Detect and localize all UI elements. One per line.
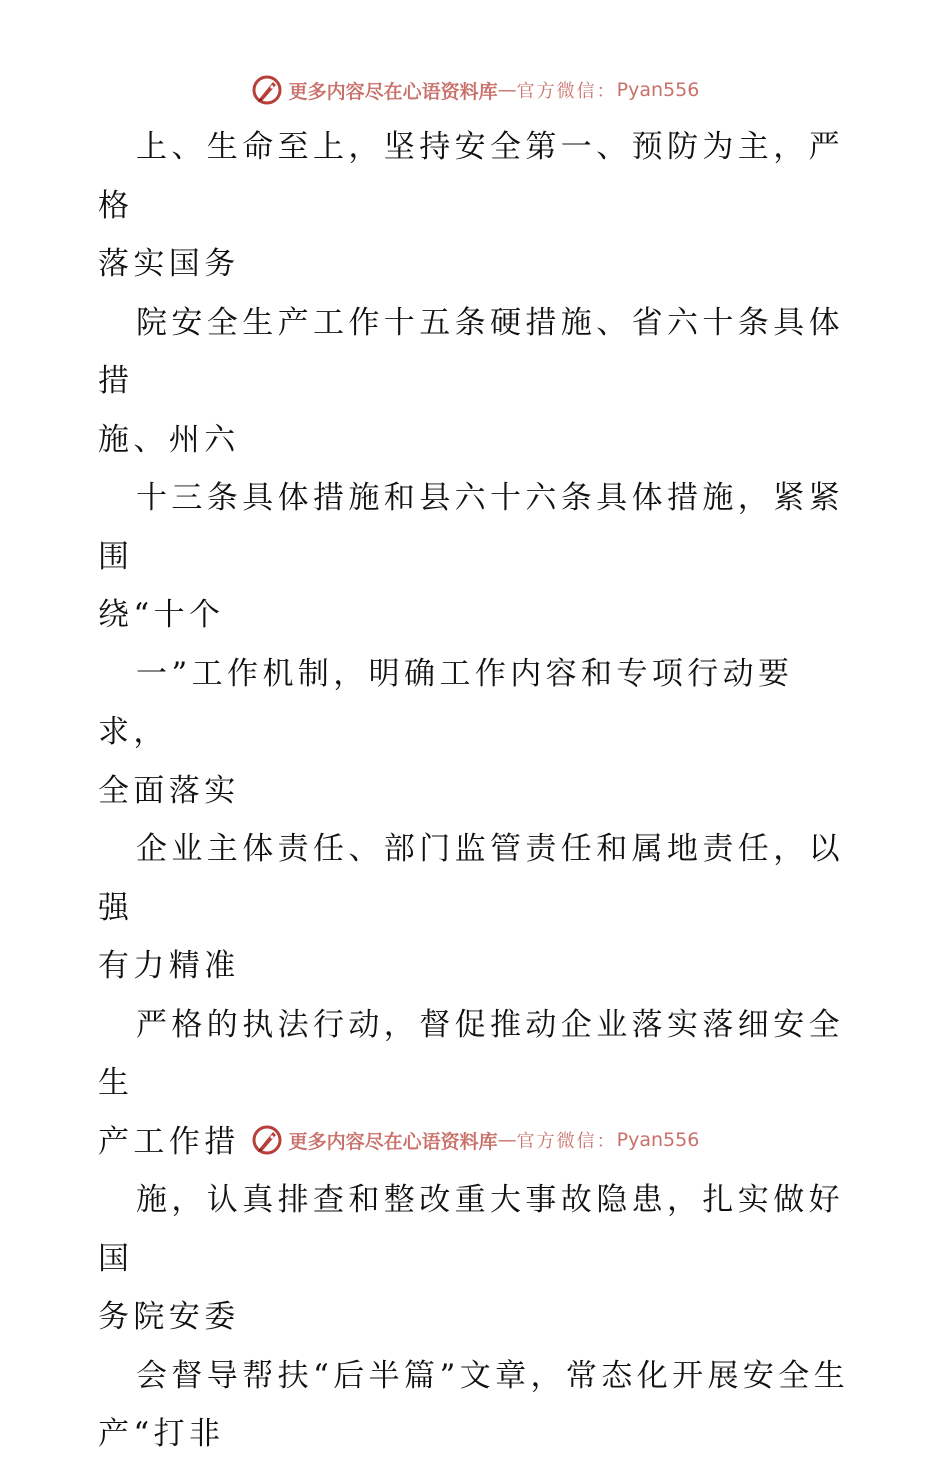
pen-logo-icon	[251, 1124, 283, 1156]
footer-banner	[0, 1120, 950, 1160]
paragraph-line-continued: 落实国务	[98, 246, 240, 282]
paragraph	[98, 1171, 858, 1347]
paragraph-line-continued: 绕“十个	[98, 597, 225, 633]
paragraph	[98, 469, 858, 645]
paragraph	[98, 820, 858, 996]
document-body	[98, 118, 858, 1464]
paragraph-line: 企业主体责任、部门监管责任和属地责任，以强	[98, 831, 844, 926]
paragraph-line: 施，认真排查和整改重大事故隐患，扎实做好国	[98, 1182, 844, 1277]
banner-main-text: 更多内容尽在心语资料库	[288, 1130, 498, 1153]
paragraph-line: 严格的执法行动，督促推动企业落实落细安全生	[98, 1006, 844, 1101]
paragraph-line: 一”工作机制，明确工作内容和专项行动要求，	[98, 655, 794, 750]
banner-wechat-label: 官方微信：	[516, 1131, 617, 1152]
paragraph	[98, 294, 858, 470]
pen-logo-icon	[251, 74, 283, 106]
banner-wechat-id: Pyan556	[616, 1129, 700, 1151]
banner-wechat-id: Pyan556	[616, 79, 700, 101]
paragraph-line: 十三条具体措施和县六十六条具体措施，紧紧围	[98, 480, 844, 575]
paragraph	[98, 118, 858, 294]
paragraph-line-continued: 产“打非	[98, 1416, 225, 1452]
header-banner	[0, 70, 950, 110]
paragraph-line-continued: 产工作措	[98, 1123, 240, 1160]
paragraph-line-continued: 全面落实	[98, 772, 240, 809]
banner-wechat-label: 官方微信：	[516, 81, 617, 102]
paragraph-line: 院安全生产工作十五条硬措施、省六十条具体措	[98, 304, 844, 399]
banner-dash: —	[497, 79, 517, 101]
paragraph-line-continued: 务院安委	[98, 1299, 240, 1335]
paragraph	[98, 1347, 858, 1464]
paragraph-line: 会督导帮扶“后半篇”文章，常态化开展安全生	[136, 1357, 850, 1394]
paragraph-line-continued: 有力精准	[98, 948, 240, 984]
paragraph-line-continued: 施、州六	[98, 421, 240, 458]
paragraph-line: 上、生命至上，坚持安全第一、预防为主，严格	[98, 129, 844, 224]
paragraph	[98, 645, 858, 821]
banner-main-text: 更多内容尽在心语资料库	[288, 80, 498, 103]
banner-dash: —	[497, 1129, 517, 1151]
